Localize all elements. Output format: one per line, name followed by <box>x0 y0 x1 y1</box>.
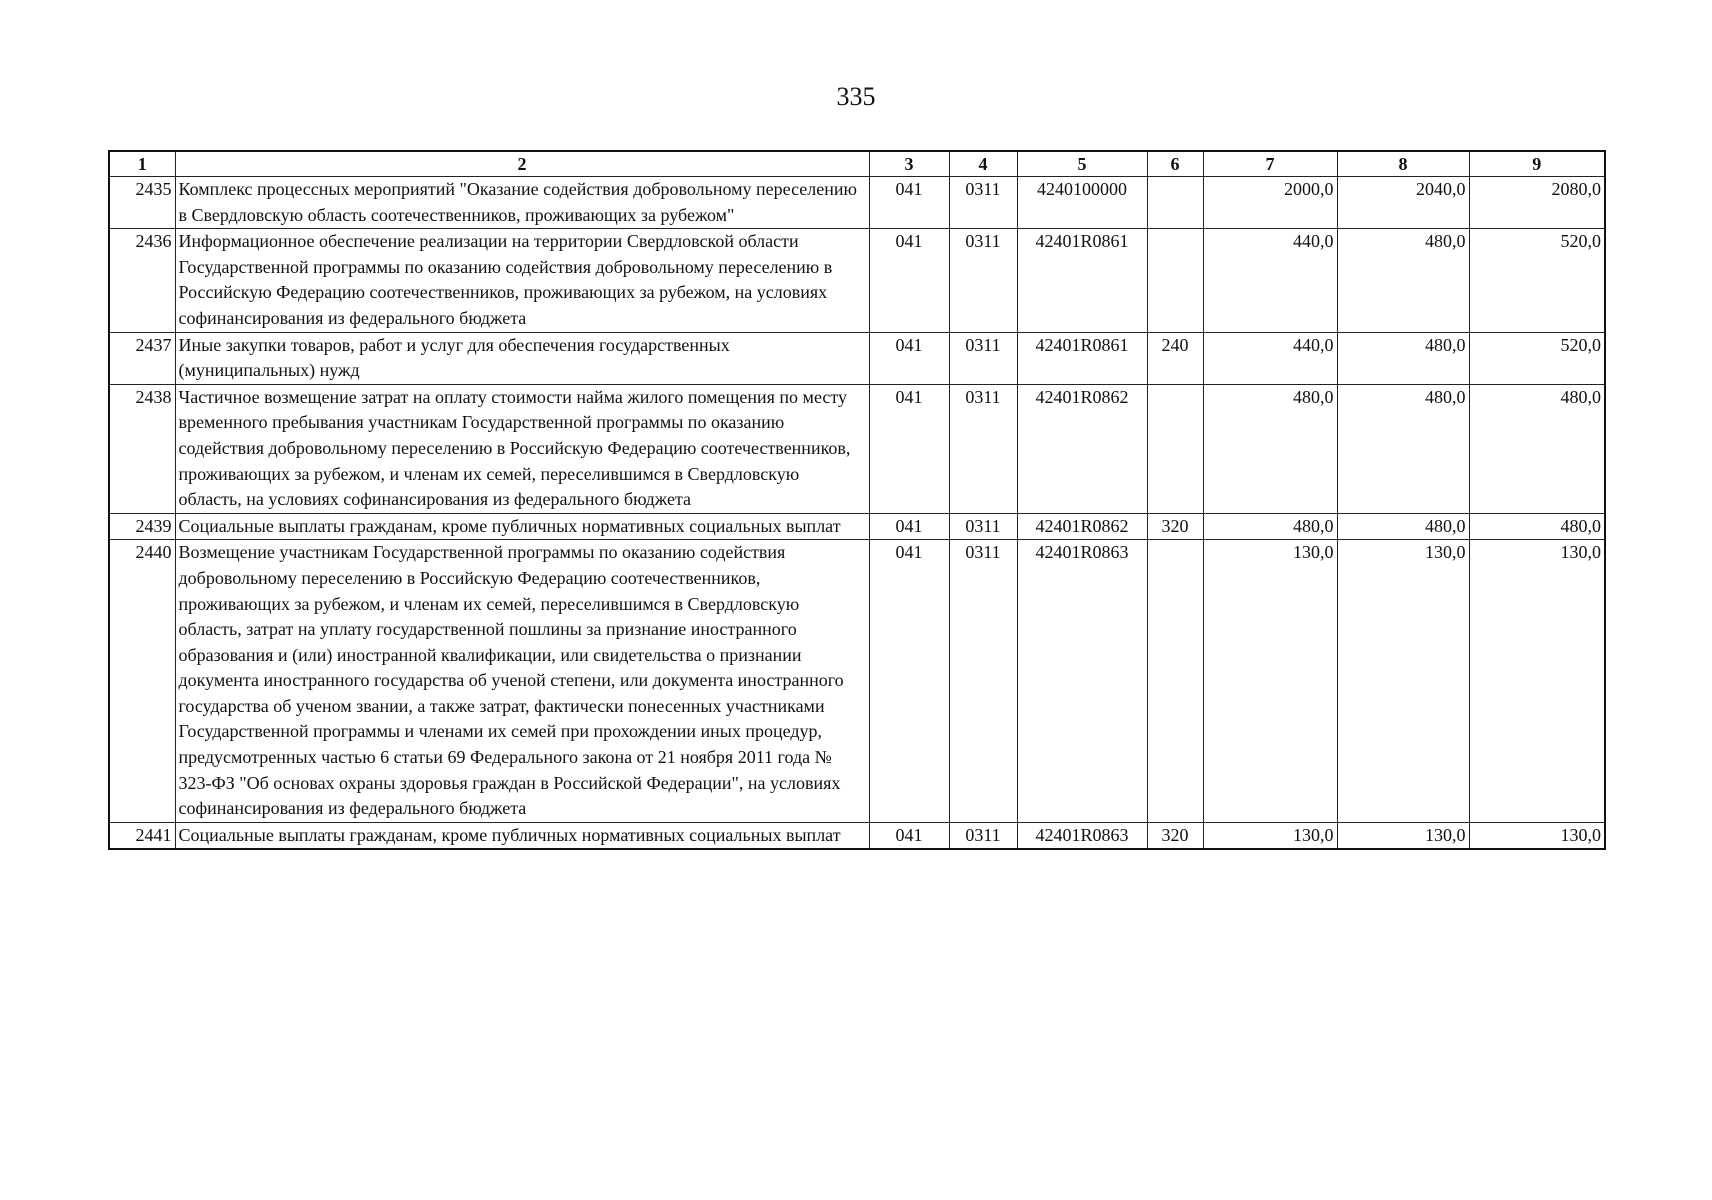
cell-col-8: 480,0 <box>1337 384 1469 513</box>
cell-col-8: 130,0 <box>1337 822 1469 849</box>
cell-col-3: 041 <box>869 513 949 540</box>
row-description: Комплекс процессных мероприятий "Оказание содействия добровольному переселению в Свердловскую область соотечественников, проживающих за рубежом" <box>175 177 869 229</box>
cell-col-4: 0311 <box>949 384 1017 513</box>
cell-col-5: 42401R0863 <box>1017 540 1147 823</box>
row-description: Социальные выплаты гражданам, кроме публичных нормативных социальных выплат <box>175 822 869 849</box>
cell-col-6: 320 <box>1147 513 1203 540</box>
cell-col-4: 0311 <box>949 229 1017 332</box>
cell-col-9: 520,0 <box>1469 332 1605 384</box>
cell-col-5: 42401R0861 <box>1017 332 1147 384</box>
table-row <box>109 177 1605 229</box>
table-row <box>109 384 1605 513</box>
row-description: Иные закупки товаров, работ и услуг для обеспечения государственных (муниципальных) нужд <box>175 332 869 384</box>
column-header: 8 <box>1337 151 1469 177</box>
cell-col-9: 480,0 <box>1469 513 1605 540</box>
cell-col-6 <box>1147 229 1203 332</box>
table-row <box>109 822 1605 849</box>
cell-col-6: 240 <box>1147 332 1203 384</box>
row-number: 2438 <box>109 384 175 513</box>
cell-col-3: 041 <box>869 177 949 229</box>
cell-col-9: 130,0 <box>1469 822 1605 849</box>
column-header: 2 <box>175 151 869 177</box>
budget-table <box>108 150 1606 850</box>
header-row <box>109 151 1605 177</box>
cell-col-7: 130,0 <box>1203 822 1337 849</box>
cell-col-7: 480,0 <box>1203 384 1337 513</box>
column-header: 3 <box>869 151 949 177</box>
column-header: 7 <box>1203 151 1337 177</box>
cell-col-6 <box>1147 384 1203 513</box>
cell-col-8: 480,0 <box>1337 332 1469 384</box>
table-row <box>109 332 1605 384</box>
cell-col-5: 42401R0862 <box>1017 384 1147 513</box>
cell-col-8: 480,0 <box>1337 513 1469 540</box>
cell-col-4: 0311 <box>949 540 1017 823</box>
cell-col-4: 0311 <box>949 513 1017 540</box>
row-number: 2437 <box>109 332 175 384</box>
cell-col-5: 42401R0862 <box>1017 513 1147 540</box>
row-number: 2441 <box>109 822 175 849</box>
cell-col-4: 0311 <box>949 332 1017 384</box>
cell-col-8: 130,0 <box>1337 540 1469 823</box>
cell-col-6 <box>1147 177 1203 229</box>
row-number: 2440 <box>109 540 175 823</box>
cell-col-4: 0311 <box>949 822 1017 849</box>
cell-col-3: 041 <box>869 229 949 332</box>
cell-col-5: 42401R0861 <box>1017 229 1147 332</box>
column-header: 5 <box>1017 151 1147 177</box>
table-row <box>109 513 1605 540</box>
column-header: 4 <box>949 151 1017 177</box>
cell-col-4: 0311 <box>949 177 1017 229</box>
cell-col-7: 2000,0 <box>1203 177 1337 229</box>
row-description: Возмещение участникам Государственной программы по оказанию содействия добровольному переселению в Российскую Федерацию соотечественников, проживающих за рубежом, и членам их семей, переселившимся в Свердловскую область, затрат на уплату государственной пошлины за признание иностранного образования и (или) иностранной квалификации, или свидетельства о признании документа иностранного государства об ученой степени, или документа иностранного государства об ученом звании, а также затрат, фактически понесенных участниками Государственной программы и членами их семей при прохождении иных процедур, предусмотренных частью 6 статьи 69 Федерального закона от 21 ноября 2011 года № 323-ФЗ "Об основах охраны здоровья граждан в Российской Федерации", на условиях софинансирования из федерального бюджета <box>175 540 869 823</box>
cell-col-3: 041 <box>869 332 949 384</box>
cell-col-5: 4240100000 <box>1017 177 1147 229</box>
cell-col-6: 320 <box>1147 822 1203 849</box>
table-row <box>109 540 1605 823</box>
cell-col-3: 041 <box>869 384 949 513</box>
cell-col-8: 2040,0 <box>1337 177 1469 229</box>
column-header: 6 <box>1147 151 1203 177</box>
cell-col-7: 480,0 <box>1203 513 1337 540</box>
row-number: 2439 <box>109 513 175 540</box>
cell-col-9: 520,0 <box>1469 229 1605 332</box>
row-description: Частичное возмещение затрат на оплату стоимости найма жилого помещения по месту временного пребывания участникам Государственной программы по оказанию содействия добровольному переселению в Российскую Федерацию соотечественников, проживающих за рубежом, и членам их семей, переселившимся в Свердловскую область, на условиях софинансирования из федерального бюджета <box>175 384 869 513</box>
table-row <box>109 229 1605 332</box>
row-number: 2436 <box>109 229 175 332</box>
row-number: 2435 <box>109 177 175 229</box>
cell-col-7: 440,0 <box>1203 229 1337 332</box>
cell-col-9: 130,0 <box>1469 540 1605 823</box>
cell-col-9: 480,0 <box>1469 384 1605 513</box>
row-description: Социальные выплаты гражданам, кроме публичных нормативных социальных выплат <box>175 513 869 540</box>
cell-col-7: 440,0 <box>1203 332 1337 384</box>
cell-col-8: 480,0 <box>1337 229 1469 332</box>
cell-col-3: 041 <box>869 822 949 849</box>
cell-col-6 <box>1147 540 1203 823</box>
cell-col-3: 041 <box>869 540 949 823</box>
row-description: Информационное обеспечение реализации на территории Свердловской области Государственной программы по оказанию содействия добровольному переселению в Российскую Федерацию соотечественников, проживающих за рубежом, на условиях софинансирования из федерального бюджета <box>175 229 869 332</box>
page-number: 335 <box>836 82 876 111</box>
column-header: 9 <box>1469 151 1605 177</box>
cell-col-7: 130,0 <box>1203 540 1337 823</box>
column-header: 1 <box>109 151 175 177</box>
cell-col-9: 2080,0 <box>1469 177 1605 229</box>
cell-col-5: 42401R0863 <box>1017 822 1147 849</box>
